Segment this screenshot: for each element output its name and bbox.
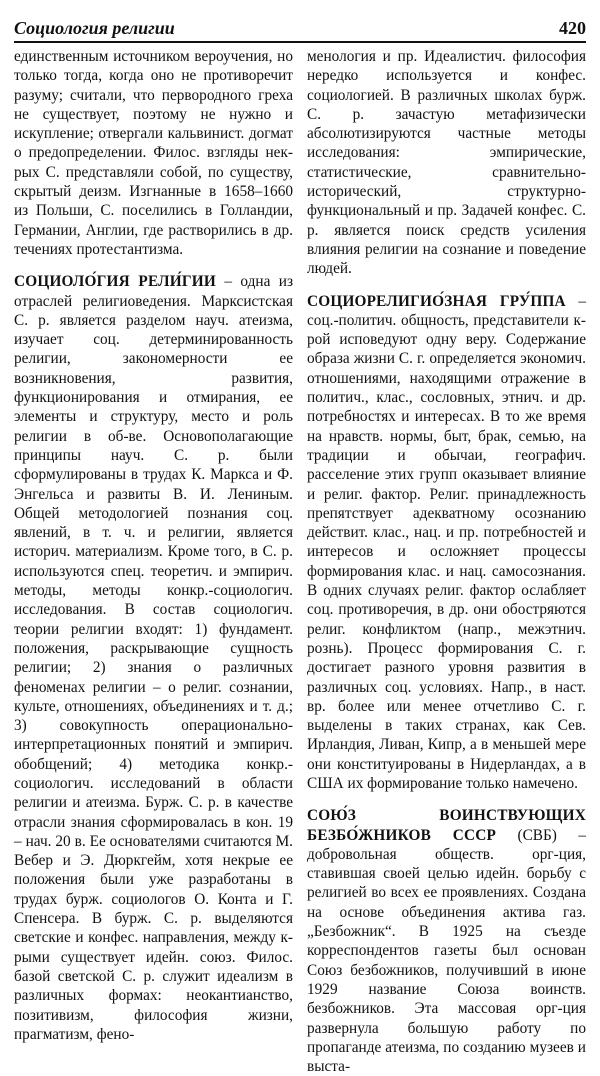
continued-entry-text: менология и пр. Идеалистич. философия нередко используется и конфес. социологией. В различных школах бурж. С. р. зачастую метафизически абсолютизируются частные методы исследования: эмпирические, статистические, сравнительно-исторический, структурно-функциональный и пр. Задачей конфес. С. р. является поиск средств усиления влияния религии на сознание и поведение людей. — [307, 48, 586, 278]
entry-headword: СОЮ́З ВОИНСТВУЮЩИХ БЕЗБО́ЖНИКОВ СССР — [307, 807, 586, 844]
entry-abbreviation: (СВБ) — [517, 826, 557, 844]
entry-text: – соц.-политич. общность, представители к-рой исповедуют одну веру. Содержание образа жизни С. г. определяется экономич. отношениями, находящими отражение в политич., клас., сословных, этнич. и др. потребностях и интересах. В то же время на нравств. нормы, быт, брак, семью, на традиции и обычаи, географич. расселение этих групп оказывает влияние и религ. фактор. Религ. принадлежность препятствует адекватному осознанию действит. клас., нац. и пр. потребностей и интересов и осложняет процессы формирования клас. и нац. самосознания. В одних случаях религ. фактор ослабляет соц. противоречия, в др. они обостряются религ. конфликтом (напр., межэтнич. рознь). Процесс формирования С. г. достигает разного уровня развития в различных соц. условиях. Напр., в наст. вр. более или менее отчетливо С. г. выделены в таких странах, как Сев. Ирландия, Ливан, Кипр, а в меньшей мере они конституированы в Нидерландах, а в США их формирование только намечено. — [307, 292, 586, 792]
entry-headword: СОЦИОРЕЛИГИО́ЗНАЯ ГРУ́ППА — [307, 292, 566, 310]
left-column — [14, 47, 293, 1076]
running-title: Социология религии — [14, 18, 175, 38]
entry-militant-atheists-union — [307, 806, 586, 1076]
entry-socioreligious-group — [307, 292, 586, 794]
continued-entry-text: единственным источником вероучения, но только тогда, когда оно не противоречит разуму; считали, что первородного греха не существует, поэтому не нужно и искупление; отвергали кальвинист. догмат о предопределении. Филос. взгляды нек-рых С. представляли собой, по существу, скрытый деизм. Изгнанные в 1658–1660 из Польши, С. поселились в Голландии, Германии, Англии, где растворились в др. течениях протестантизма. — [14, 48, 293, 258]
right-column — [307, 47, 586, 1076]
page-number: 420 — [559, 18, 586, 38]
running-header — [14, 18, 586, 43]
entry-headword: СОЦИОЛО́ГИЯ РЕЛИ́ГИИ — [14, 273, 217, 291]
text-columns — [14, 47, 586, 1076]
entry-text: – добровольная обществ. орг-ция, ставившая своей целью идейн. борьбу с религией во всех ее проявлениях. Создана на основе объединения актива газ. „Безбожник“. В 1925 на съезде корреспондентов газеты был основан Союз безбожников, получивший в июне 1929 название Союза воинств. безбожников. Эта массовая орг-ция развернула большую работу по пропаганде атеизма, по созданию музеев и выста- — [307, 826, 587, 1076]
entry-sociology-of-religion — [14, 272, 293, 1044]
entry-text: – одна из отраслей религиоведения. Марксистская С. р. является разделом науч. атеизма, изучает соц. детерминированность религии, закономерности ее возникновения, развития, функционирования и отмирания, ее элементы и структуру, место и роль религии в об-ве. Основополагающие принципы науч. С. р. были сформулированы в трудах К. Маркса и Ф. Энгельса и развиты В. И. Лениным. Общей методологией познания соц. явлений, в т. ч. и религии, является историч. материализм. Кроме того, в С. р. используются спец. теоретич. и эмпирич. методы, методы конкр.-социологич. исследования. В состав социологич. теории религии входят: 1) фундамент. положения, раскрывающие сущность религии; 2) знания о различных феноменах религии – о религ. сознании, культе, отношениях, объединениях и т. д.; 3) совокупность операционально-интерпретационных понятий и эмпирич. обобщений; 4) методика конкр.-социологич. исследований в области религии и атеизма. Бурж. С. р. в качестве отрасли знания сформировалась в кон. 19 – нач. 20 в. Ее основателями считаются М. Вебер и Э. Дюркгейм, хотя некрые ее положения были уже разработаны в трудах бурж. социологов О. Конта и Г. Спенсера. В бурж. С. р. выделяются светские и конфес. направления, между к-рыми существует идейн. союз. Филос. базой светской С. р. служит идеализм в различных формах: неокантианство, позитивизм, философия жизни, прагматизм, фено- — [14, 273, 294, 1043]
